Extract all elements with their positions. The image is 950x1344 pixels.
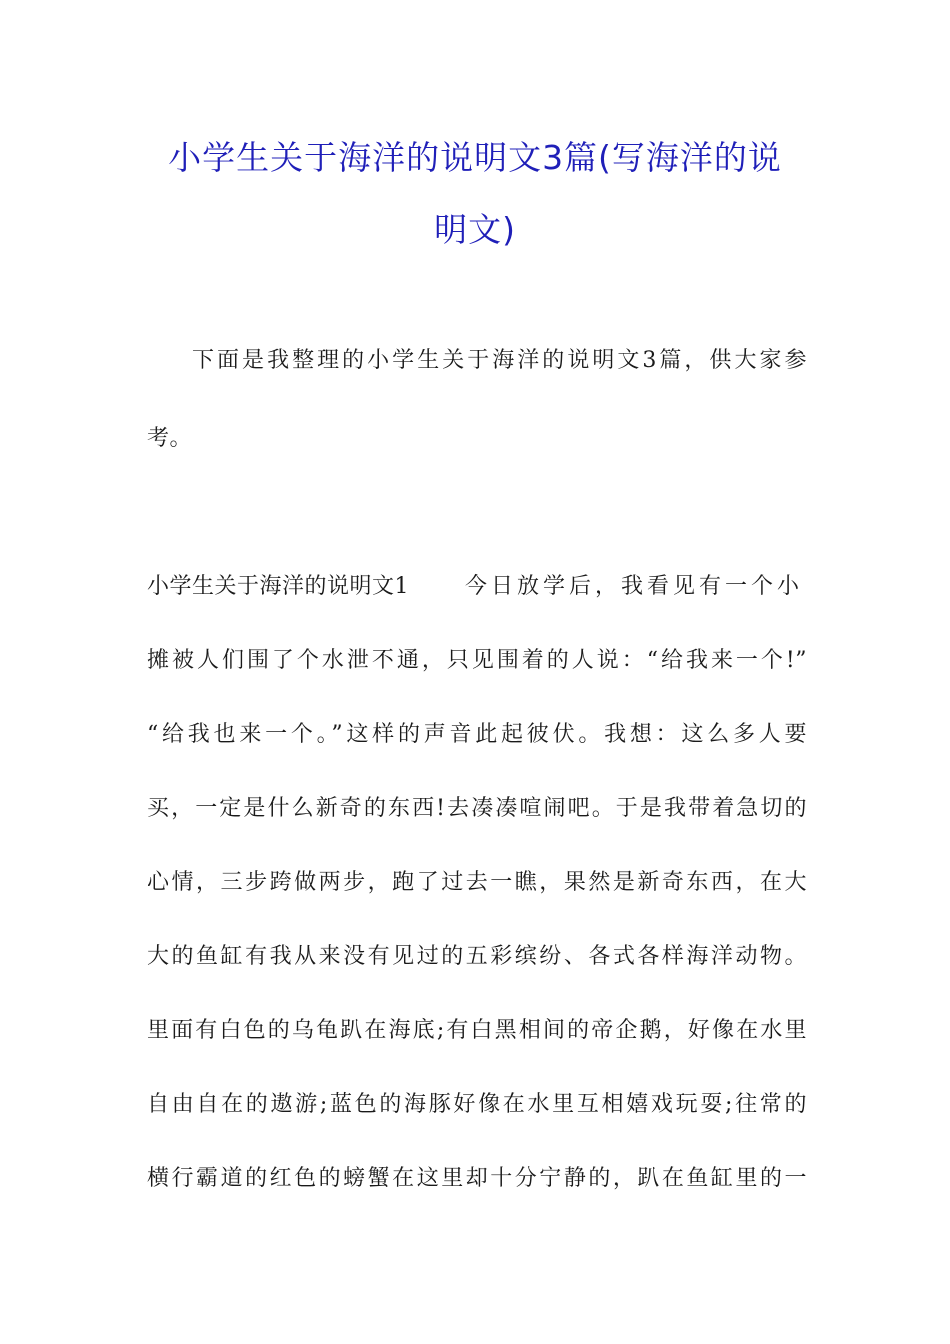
section-1-line-2: 摊被人们围了个水泄不通，只见围着的人说：“给我来一个!” <box>147 648 807 673</box>
document-title-line-1: 小学生关于海洋的说明文3篇(写海洋的说 <box>168 138 782 177</box>
section-1-line-8: 自由自在的遨游;蓝色的海豚好像在水里互相嬉戏玩耍;往常的 <box>147 1092 807 1117</box>
intro-line-2: 考。 <box>147 426 193 451</box>
section-1-line-5: 心情，三步跨做两步，跑了过去一瞧，果然是新奇东西，在大 <box>147 870 807 895</box>
section-1-line-7: 里面有白色的乌龟趴在海底;有白黑相间的帝企鹅，好像在水里 <box>147 1018 807 1043</box>
section-1-line-1: 今日放学后，我看见有一个小 <box>465 574 804 599</box>
intro-line-1: 下面是我整理的小学生关于海洋的说明文3篇，供大家参 <box>192 348 807 373</box>
document-title-line-2: 明文) <box>434 210 516 249</box>
section-1-heading: 小学生关于海洋的说明文1 <box>147 574 409 599</box>
section-1-line-4: 买，一定是什么新奇的东西!去凑凑喧闹吧。于是我带着急切的 <box>147 796 807 821</box>
section-1-first-line <box>147 572 807 602</box>
section-1-line-3: “给我也来一个。”这样的声音此起彼伏。我想：这么多人要 <box>147 722 807 747</box>
section-1-line-9: 横行霸道的红色的螃蟹在这里却十分宁静的，趴在鱼缸里的一 <box>147 1166 807 1191</box>
section-1-line-6: 大的鱼缸有我从来没有见过的五彩缤纷、各式各样海洋动物。 <box>147 944 807 969</box>
